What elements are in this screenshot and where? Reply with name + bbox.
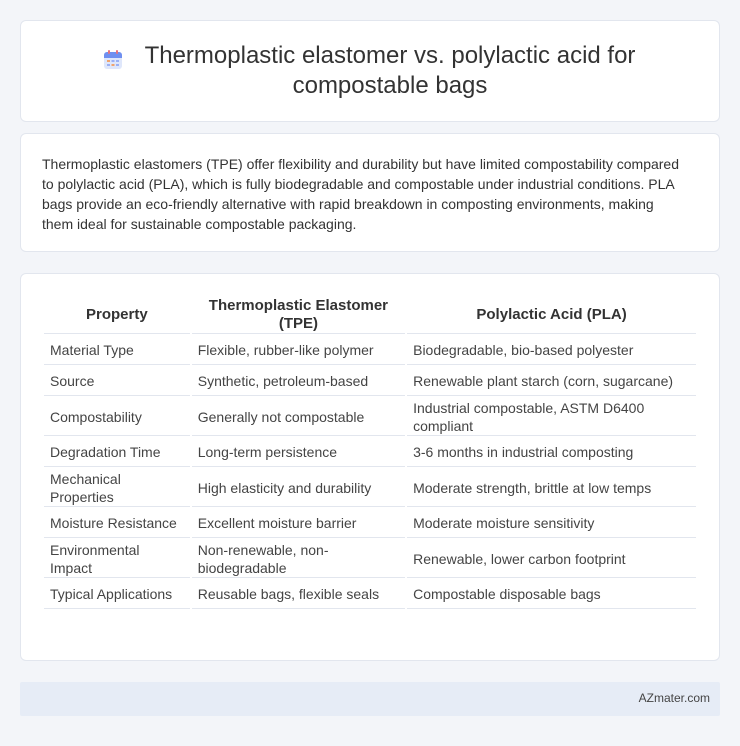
table-cell-property: Compostability xyxy=(44,398,190,436)
table-row xyxy=(44,540,696,578)
table-cell-property: Typical Applications xyxy=(44,580,190,609)
table-cell-tpe: Excellent moisture barrier xyxy=(192,509,405,538)
table-row xyxy=(44,509,696,538)
table-row xyxy=(44,367,696,396)
column-header-property: Property xyxy=(44,296,190,334)
table-cell-pla: Moderate moisture sensitivity xyxy=(407,509,696,538)
table-cell-property: Source xyxy=(44,367,190,396)
title-card xyxy=(20,20,720,122)
page-title: Thermoplastic elastomer vs. polylactic acid for compostable bags xyxy=(144,42,636,99)
table-cell-tpe: Non-renewable, non-biodegradable xyxy=(192,540,405,578)
table-row xyxy=(44,580,696,609)
table-cell-tpe: Synthetic, petroleum-based xyxy=(192,367,405,396)
column-header-tpe: Thermoplastic Elastomer (TPE) xyxy=(192,296,405,334)
table-cell-tpe: Reusable bags, flexible seals xyxy=(192,580,405,609)
table-cell-tpe: Long-term persistence xyxy=(192,438,405,467)
table-cell-pla: 3-6 months in industrial composting xyxy=(407,438,696,467)
table-cell-property: Environmental Impact xyxy=(44,540,190,578)
table-row xyxy=(44,469,696,507)
table-row xyxy=(44,398,696,436)
table-cell-pla: Biodegradable, bio-based polyester xyxy=(407,336,696,365)
comparison-table-card xyxy=(20,273,720,661)
footer-bar xyxy=(20,682,720,716)
table-cell-property: Mechanical Properties xyxy=(44,469,190,507)
summary-text: Thermoplastic elastomers (TPE) offer flexibility and durability but have limited compostability compared to polylactic acid (PLA), which is fully biodegradable and compostable under industrial conditions. PLA bags provide an eco-friendly alternative with rapid breakdown in composting environments, making them ideal for sustainable compostable packaging. xyxy=(42,156,680,232)
table-cell-tpe: High elasticity and durability xyxy=(192,469,405,507)
table-header-row xyxy=(44,296,696,334)
table-cell-pla: Renewable plant starch (corn, sugarcane) xyxy=(407,367,696,396)
summary-card xyxy=(20,133,720,252)
column-header-pla: Polylactic Acid (PLA) xyxy=(407,296,696,334)
table-cell-pla: Moderate strength, brittle at low temps xyxy=(407,469,696,507)
table-row xyxy=(44,336,696,365)
table-cell-pla: Compostable disposable bags xyxy=(407,580,696,609)
table-cell-tpe: Generally not compostable xyxy=(192,398,405,436)
footer-brand: AZmater.com xyxy=(638,691,710,705)
table-cell-property: Degradation Time xyxy=(44,438,190,467)
table-cell-pla: Renewable, lower carbon footprint xyxy=(407,540,696,578)
table-cell-tpe: Flexible, rubber-like polymer xyxy=(192,336,405,365)
table-cell-property: Material Type xyxy=(44,336,190,365)
comparison-table xyxy=(42,294,698,611)
table-row xyxy=(44,438,696,467)
table-cell-property: Moisture Resistance xyxy=(44,509,190,538)
table-cell-pla: Industrial compostable, ASTM D6400 compliant xyxy=(407,398,696,436)
